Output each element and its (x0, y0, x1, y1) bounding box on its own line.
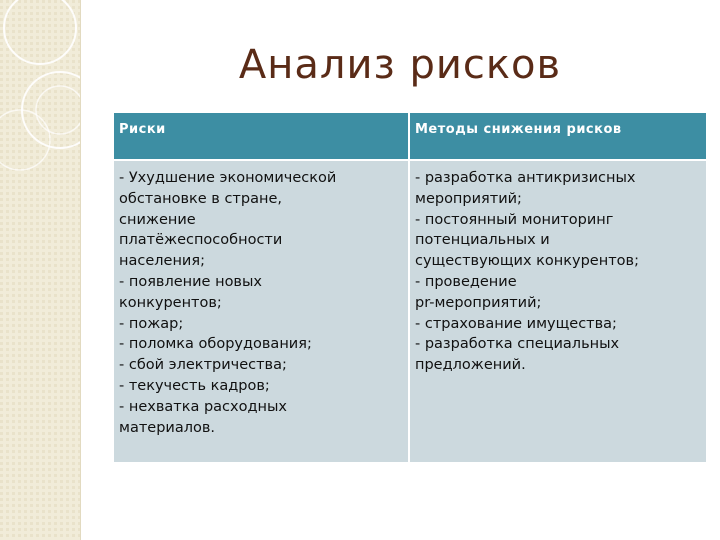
methods-line: мероприятий; (415, 190, 522, 207)
risks-line: населения; (119, 253, 205, 270)
risks-line: - Ухудшение экономической (119, 170, 337, 186)
methods-line: предложений. (415, 357, 526, 374)
risk-analysis-table (114, 113, 706, 462)
methods-line: потенциальных и (415, 232, 550, 249)
risks-line: платёжеспособности (119, 232, 283, 249)
risks-line: обстановке в стране, (119, 190, 282, 207)
methods-line: pr-мероприятий; (415, 294, 542, 311)
methods-line: - постоянный мониторинг (415, 211, 614, 228)
slide-title: Анализ рисков (238, 42, 562, 88)
risks-line: - поломка оборудования; (119, 336, 312, 353)
methods-line: - проведение (415, 273, 517, 290)
risks-line: снижение (119, 211, 196, 228)
methods-line: - разработка специальных (415, 336, 620, 353)
methods-line: существующих конкурентов; (415, 253, 639, 270)
risks-line: материалов. (119, 419, 215, 436)
table-header-row (114, 113, 706, 160)
header-risks: Риски (114, 113, 409, 160)
risks-line: - сбой электричества; (119, 357, 287, 374)
risks-line: - нехватка расходных (119, 398, 288, 415)
decorative-side-strip (0, 0, 81, 540)
decorative-circles-icon (0, 0, 80, 540)
risks-line: - текучесть кадров; (119, 377, 270, 394)
risks-line: конкурентов; (119, 294, 222, 311)
risks-line: - появление новых (119, 273, 263, 290)
risks-cell (114, 160, 409, 462)
methods-cell (409, 160, 706, 462)
table-row (114, 160, 706, 462)
methods-line: - разработка антикризисных (415, 170, 636, 186)
methods-line: - страхование имущества; (415, 315, 617, 332)
risks-line: - пожар; (119, 315, 184, 332)
header-methods: Методы снижения рисков (409, 113, 706, 160)
